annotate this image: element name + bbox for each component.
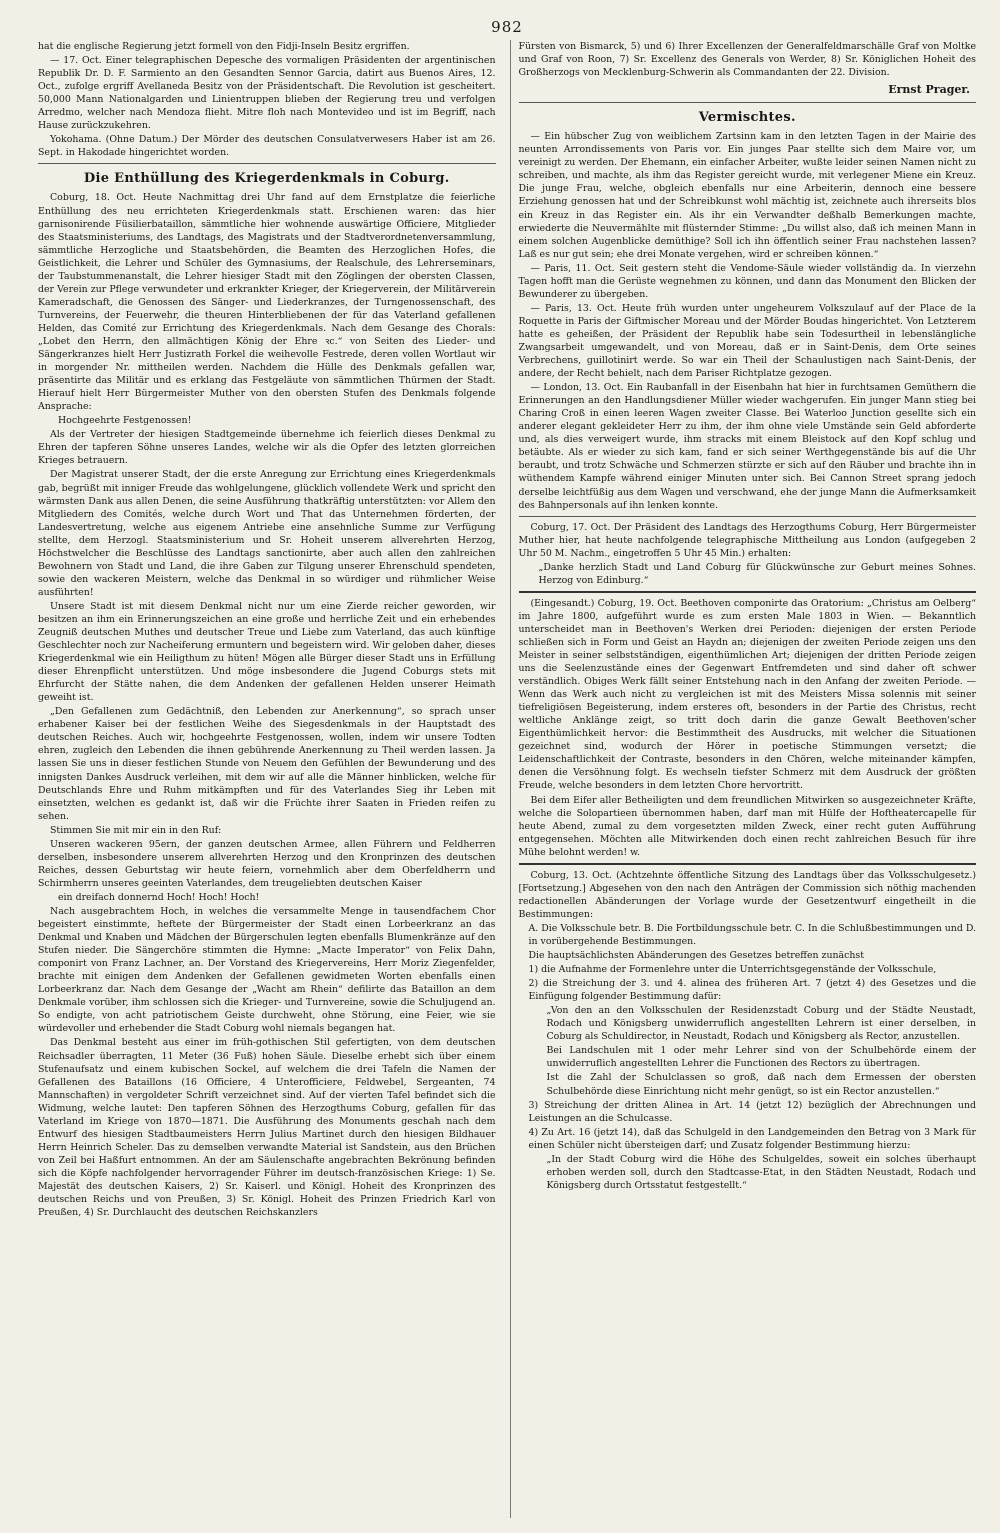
news-item: — London, 13. Oct. Ein Raubanfall in der Eisenbahn hat hier in furchtsamen Gemüthern die Erinnerungen an den Handlungsdiener Müller wieder wachgerufen. Ein junger Mann stieg bei Charing Croß in einen leeren Wagen zweiter Classe. Bei Waterloo Junction gesellte sich ein anderer elegant gekleideter Herr zu ihm, der ihm ohne viele Umstände sein Geld abforderte und, als dies verweigert wurde, ihm stracks mit einem Bleistock auf den Kopf schlug und betäubte. Als er wieder zu sich kam, fand er sich seiner Werthgegenstände bis auf die Uhr beraubt, und trotz Schwäche und Schmerzen stürzte er sich auf den Räuber und brachte ihn in wüthendem Kampfe während einiger Minuten unter sich. Bei Cannon Street sprang jedoch derselbe leichtfüßig aus dem Wagen und verschwand, ehe der junge Mann die Aufmerksamkeit des Bahnpersonals auf ihn lenken konnte. <box>518 382 976 511</box>
telegram-quote: „Danke herzlich Stadt und Land Coburg für Glückwünsche zur Geburt meines Sohnes. Herzog von Edinburg.“ <box>538 561 976 586</box>
divider <box>519 863 977 865</box>
quoted-provision: Ist die Zahl der Schulclassen so groß, daß nach dem Ermessen der obersten Schulbehörde diese Einrichtung nicht mehr genügt, so ist ein Rector anzustellen.“ <box>546 1072 976 1097</box>
list-item: A. Die Volksschule betr. B. Die Fortbildungsschule betr. C. In die Schlußbestimmungen und D. in vorübergehende Bestimmungen. <box>528 922 976 947</box>
divider <box>519 591 977 593</box>
divider <box>519 102 977 103</box>
article-continuation: Fürsten von Bismarck, 5) und 6) Ihrer Excellenzen der Generalfeldmarschälle Graf von Moltke und Graf von Roon, 7) Sr. Excellenz des Generals von Werder, 8) Sr. Königlichen Hoheit des Großherzogs von Mecklenburg-Schwerin als Commandanten der 22. Division. <box>518 41 976 79</box>
news-item: (Eingesandt.) Coburg, 19. Oct. Beethoven componirte das Oratorium: „Christus am Oelberg“ im Jahre 1800, aufgeführt wurde es zum ersten Male 1803 in Wien. — Bekanntlich unterscheidet man in Beethoven's Werken drei Perioden: diejenigen der ersten Periode schließen sich in Form und Geist an Haydn an; diejenigen der zweiten Periode zeigen uns den Meister in seiner selbstständigen, eigenthümlichen Art; diejenigen der dritten Periode zeigen uns die Seelenzustände eines der Gegenwart Entfremdeten und sind daher oft schwer verständlich. Obiges Werk fällt seiner Entstehung nach in den Anfang der zweiten Periode. — Wenn das Werk auch nicht zu vergleichen ist mit des Meisters Missa solennis mit seiner tiefreligiösen Begeisterung, indem ersteres oft, besonders in der Partie des Christus, recht weltliche Anklänge zeigt, so tritt doch darin die ganze Gewalt Beethoven'scher Eigenthümlichkeit hervor: die Bestimmtheit des Ausdrucks, mit welcher die Situationen gezeichnet sind, wodurch der Hörer in poetische Stimmungen versetzt; die Leidenschaftlichkeit der Contraste, besonders in den Chören, welche miteinander kämpfen, denen die Versöhnung folgt. Es wechseln tiefster Schmerz mit dem Ausdruck der größten Freude, welche besonders in dem letzten Chore hervortritt. <box>518 597 976 792</box>
article-paragraph: Stimmen Sie mit mir ein in den Ruf: <box>50 824 222 836</box>
quoted-provision: „Von den an den Volksschulen der Residenzstadt Coburg und der Städte Neustadt, Rodach und Königsberg unwiderruflich angestellten Lehrern ist einer derselben, in Coburg als Schuldirector, in Neustadt, Rodach und Königsberg als Rector, anzustellen. <box>546 1005 976 1043</box>
divider <box>519 516 977 517</box>
author-signature: Ernst Prager. <box>888 83 970 97</box>
article-paragraph: Das Denkmal besteht aus einer im früh-gothischen Stil gefertigten, von dem deutschen Reichsadler überragten, 11 Meter (36 Fuß) hohen Säule. Dieselbe erhebt sich über einem Stufenaufsatz und einem kubischen Sockel, auf welchem die drei Tafeln die Namen der Gefallenen des Bataillons (16 Officiere, 4 Unterofficiere, Feldwebel, Sergeanten, 74 Mannschaften) in vergoldeter Schrift verzeichnet sind. Auf der vierten Tafel befindet sich die Widmung, welche lautet: Den tapferen Söhnen des Herzogthums Coburg, gefallen für das Vaterland im Kriege von 1870—1871. Die Ausführung des Monuments geschah nach dem Entwurf des hiesigen Stadtbaumeisters Herrn Julius Martinet durch den hiesigen Bildhauer Herrn Heinrich Scheler. Das zu demselben verwandte Material ist Sandstein, aus den Brüchen von Zeil bei Haßfurt entnommen. An der am Säulenschafte angebrachten Bekrönung befinden sich die Köpfe nachfolgender hervorragender Führer im deutsch-französischen Kriege: 1) Se. Majestät des deutschen Kaisers, 2) Sr. Kaiserl. und Königl. Hoheit des Kronprinzen des deutschen Reichs und von Preußen, 3) Sr. Königl. Hoheit des Prinzen Friedrich Karl von Preußen, 4) Sr. Durchlaucht des deutschen Reichskanzlers <box>38 1037 496 1219</box>
argentina-news: — 17. Oct. Einer telegraphischen Depesche des vormaligen Präsidenten der argentinischen Republik Dr. D. F. Sarmiento an den Gesandten Sennor Garcia, datirt aus Buenos Aires, 12. Oct., zufolge ergriff Avellaneda Besitz von der Präsidentschaft. Die Revolution ist gescheitert. 50,000 Mann Nationalgarden und Linientruppen blieben der Regierung treu und verfolgen Arredmo, welcher nach Mendoza flieht. Mitre floh nach Montevideo und ist im Begriff, nach Hause zurückzukehren. <box>38 55 496 132</box>
fidji-news: hat die englische Regierung jetzt formell von den Fidji-Inseln Besitz ergriffen. <box>38 41 410 52</box>
article-paragraph: Der Magistrat unserer Stadt, der die erste Anregung zur Errichtung eines Kriegerdenkmals gab, begrüßt mit inniger Freude das wohlgelungene, glücklich vollendete Werk und spricht den wärmsten Dank aus allen Denen, die seine Ausführung thatkräftig unterstützten: vor Allem den Mitgliedern des Comités, welche durch Wort und That das Unternehmen förderten, der Landesvertretung, welche aus eigenem Antriebe eine ansehnliche Summe zur Verfügung stellte, dem Herzogl. Staatsministerium und Sr. Hoheit unserem allverehrten Herzog, Höchstwelcher die Beschlüsse des Landtags sanctionirte, aber auch allen den zahlreichen Bewohnern von Stadt und Land, die ihre Gaben zur Tilgung unserer Ehrenschuld spendeten, sowie den wackeren Meistern, welche das Denkmal in so würdiger und rühmlicher Weise ausführten! <box>38 469 496 598</box>
news-item: Coburg, 13. Oct. (Achtzehnte öffentliche Sitzung des Landtags über das Volksschulgesetz.) [Fortsetzung.] Abgesehen von den nach den Anträgen der Commission sich nöthig machenden redactionellen Abänderungen der Vorlage wurde der Gesetzentwurf eingetheilt in die Bestimmungen: <box>518 869 976 920</box>
list-item: Die hauptsächlichsten Abänderungen des Gesetzes betreffen zunächst <box>528 950 864 962</box>
salutation: Hochgeehrte Festgenossen! <box>58 415 192 427</box>
article-paragraph: Coburg, 18. Oct. Heute Nachmittag drei Uhr fand auf dem Ernstplatze die feierliche Enthüllung des neu errichteten Kriegerdenkmals statt. Erschienen waren: das hier garnisonirende Füsilierbataillon, sämmtliche hier wohnende auswärtige Officiere, Mitglieder des Staatsministeriums, des Landtags, des Magistrats und der Stadtverordnetenversammlung, sämmtliche Herzogliche und Staatsbehörden, die Beamten des Herzoglichen Hofes, die Geistlichkeit, die Lehrer und Schüler des Gymnasiums, der Realschule, des Lehrerseminars, der Taubstummenanstalt, die Lehrer hiesiger Stadt mit den Zöglingen der obersten Classen, der Verein zur Pflege verwundeter und erkrankter Krieger, der Kriegerverein, der Militärverein Kameradschaft, die Genossen des Sänger- und Liederkranzes, der Turngenossenschaft, des Turnvereins, der Feuerwehr, die theuren Hinterbliebenen der für das Vaterland gefallenen Helden, das Comité zur Errichtung des Kriegerdenkmals. Nach dem Gesange des Chorals: „Lobet den Herrn, den allmächtigen König der Ehre ꝛc.“ von Seiten des Lieder- und Sängerkranzes hielt Herr Justizrath Forkel die weihevolle Festrede, deren vollen Wortlaut wir in morgender Nr. mittheilen werden. Nachdem die Hülle des Denkmals gefallen war, präsentirte das Militär und es erklang das Festgeläute von sämmtlichen Thürmen der Stadt. Hierauf hielt Herr Bürgermeister Muther von den obersten Stufen des Denkmals folgende Ansprache: <box>38 192 496 413</box>
news-item: Bei dem Eifer aller Betheiligten und dem freundlichen Mitwirken so ausgezeichneter Kräfte, welche die Solopartieen übernommen haben, darf man mit Hülfe der Hoftheatercapelle für heute Abend, zumal zu dem vorgesetzten milden Zweck, einer recht guten Aufführung entgegensehen. Möchten alle Mitwirkenden doch einen recht zahlreichen Besuch für ihre Mühe belohnt werden! w. <box>518 794 976 858</box>
page-number: 982 <box>491 18 523 36</box>
section-heading-vermischtes: Vermischtes. <box>698 110 796 126</box>
yokohama-news: Yokohama. (Ohne Datum.) Der Mörder des deutschen Consulatverwesers Haber ist am 26. Sept. in Hakodade hingerichtet worden. <box>38 134 496 159</box>
article-paragraph: Unseren wackeren 95ern, der ganzen deutschen Armee, allen Führern und Feldherren derselben, insbesondere unserem allverehrten Herzog und den Kronprinzen des deutschen Reiches, dessen Geburtstag wir heute feiern, vornehmlich aber dem Oberfeldherrn und Schirmherrn unseres geeinten Vaterlandes, dem treugeliebten deutschen Kaiser <box>38 838 496 889</box>
article-paragraph: Nach ausgebrachtem Hoch, in welches die versammelte Menge in tausendfachem Chor begeistert einstimmte, heftete der Bürgermeister der Stadt einen Lorbeerkranz an das Denkmal und Knaben und Mädchen der Bürgerschulen legten ebenfalls Blumenkränze auf den Stufen nieder. Die Sängerchöre stimmten die Hymne: „Macte Imperator“ von Felix Dahn, componirt von Franz Lachner, an. Der Vorstand des Kriegervereins, Herr Moriz Ziegenfelder, brachte mit einigen dem Andenken der Gefallenen gewidmeten Worten ebenfalls einen Lorbeerkranz dar. Nach dem Gesange der „Wacht am Rhein“ defilirte das Bataillon an dem Denkmale vorüber, ihm schlossen sich die Krieger- und Turnvereine, sowie die Schuljugend an. So endigte, von acht patriotischem Geiste durchweht, ohne Störung, eine Feier, wie sie würdevoller und erhebender die Stadt Coburg wohl niemals begangen hat. <box>38 906 496 1035</box>
list-item: 3) Streichung der dritten Alinea in Art. 14 (jetzt 12) bezüglich der Abrechnungen und Leistungen an die Schulcasse. <box>528 1099 976 1124</box>
quoted-provision: Bei Landschulen mit 1 oder mehr Lehrer sind von der Schulbehörde einem der unwiderruflich angestellten Lehrer die Functionen des Rectors zu übertragen. <box>546 1045 976 1070</box>
article-paragraph: Unsere Stadt ist mit diesem Denkmal nicht nur um eine Zierde reicher geworden, wir besitzen an ihm ein Erinnerungszeichen an eine große und herrliche Zeit und ein erhebendes Zeugniß deutschen Muthes und deutscher Treue und Liebe zum Vaterland, das auch künftige Geschlechter noch zur Nacheiferung ermuntern und begeistern wird. Wir geloben daher, dieses Kriegerdenkmal wie ein Heiligthum zu hüten! Mögen alle Bürger dieser Stadt uns in Erfüllung dieser Ehrenpflicht unterstützen. Und möge insbesondere die Jugend Coburgs stets mit Ehrfurcht der Stätte nahen, die dem Andenken der gefallenen Helden unserer Heimath geweiht ist. <box>38 600 496 704</box>
quoted-provision: „In der Stadt Coburg wird die Höhe des Schulgeldes, soweit ein solches überhaupt erhoben werden soll, durch den Stadtcasse-Etat, in den Städten Neustadt, Rodach und Königsberg durch Ortsstatut festgestellt.“ <box>546 1153 976 1191</box>
news-item: — Ein hübscher Zug von weiblichem Zartsinn kam in den letzten Tagen in der Mairie des neunten Arrondissements von Paris vor. Ein junges Paar stellte sich dem Maire vor, um vereinigt zu werden. Der Ehemann, ein einfacher Arbeiter, wußte leider seinen Namen nicht zu schreiben, und machte, als ihm das Register gereicht wurde, mit verlegener Miene ein Kreuz. Die junge Frau, welche, obgleich ebenfalls nur eine Arbeiterin, dennoch eine bessere Erziehung genossen hat und der Schreibkunst wohl mächtig ist, zeichnete auch ihrerseits blos ein Kreuz in das Register ein. Als ihr ein Verwandter deßhalb Bemerkungen machte, erwiederte die Neuvermählte mit flüsternder Stimme: „Du willst also, daß ich meinen Mann in einem solchen Augenblicke demüthige? Soll ich ihn öffentlich seiner Frau nachstehen lassen? Laß es nur gut sein; ehe drei Monate vergehen, wird er schreiben können.“ <box>518 131 976 260</box>
article-heading-kriegerdenkmal: Die Enthüllung des Kriegerdenkmals in Coburg. <box>83 171 450 187</box>
news-item: — Paris, 11. Oct. Seit gestern steht die Vendome-Säule wieder vollständig da. In vierzehn Tagen hofft man die Gerüste wegnehmen zu können, und dann das Monument den Blicken der Bewunderer zu übergeben. <box>518 262 976 300</box>
news-item: — Paris, 13. Oct. Heute früh wurden unter ungeheurem Volkszulauf auf der Place de la Roquette in Paris der Giftmischer Moreau und der Mörder Boudas hingerichtet. Von Letzterem hatte es geheißen, der Präsident der Republik habe sein Todesurtheil in lebenslängliche Zwangsarbeit umgewandelt, und von Moreau, daß er in Saint-Denis, dem Orte seines Verbrechens, guillotinirt werde. So war ein Theil der Schaulustigen nach Saint-Denis, der andere, der Recht behielt, nach dem Pariser Richtplatze gezogen. <box>518 302 976 380</box>
list-item: 2) die Streichung der 3. und 4. alinea des früheren Art. 7 (jetzt 4) des Gesetzes und die Einfügung folgender Bestimmung dafür: <box>528 978 976 1003</box>
article-paragraph: „Den Gefallenen zum Gedächtniß, den Lebenden zur Anerkennung“, so sprach unser erhabener Kaiser bei der festlichen Weihe des Siegesdenkmals in der Hauptstadt des deutschen Reiches. Auch wir, hochgeehrte Festgenossen, wollen, indem wir unsere Todten ehren, zugleich den Lebenden die ihnen gebührende Anerkennung zu Theil werden lassen. Ja lassen Sie uns in dieser festlichen Stunde von Neuem den Gefühlen der Bewunderung und des innigsten Dankes Ausdruck verleihen, mit dem wir auf alle die Männer hinblicken, welche für Deutschlands Ehre und Ruhm mitkämpften und für des Vaterlandes Sieg ihr Leben mit einsetzten, welchen es gedankt ist, daß wir die Früchte ihrer Saaten in Frieden reifen zu sehen. <box>38 706 496 822</box>
divider <box>38 163 496 164</box>
article-paragraph: Als der Vertreter der hiesigen Stadtgemeinde übernehme ich feierlich dieses Denkmal zu Ehren der tapferen Söhne unseres Landes, welche wir als die Opfer des letzten glorreichen Krieges betrauern. <box>38 429 496 467</box>
news-item: Coburg, 17. Oct. Der Präsident des Landtags des Herzogthums Coburg, Herr Bürgermeister Muther hier, hat heute nachfolgende telegraphische Mittheilung aus London (aufgegeben 2 Uhr 50 M. Nachm., eingetroffen 5 Uhr 45 Min.) erhalten: <box>518 521 976 559</box>
cheer-line: ein dreifach donnernd Hoch! Hoch! Hoch! <box>58 891 260 903</box>
left-column <box>38 40 496 1518</box>
right-column <box>510 40 977 1518</box>
list-item: 1) die Aufnahme der Formenlehre unter die Unterrichtsgegenstände der Volksschule, <box>528 964 937 976</box>
list-item: 4) Zu Art. 16 (jetzt 14), daß das Schulgeld in den Landgemeinden den Betrag von 3 Mark für einen Schüler nicht übersteigen darf; und Zusatz folgender Bestimmung hierzu: <box>528 1126 976 1151</box>
